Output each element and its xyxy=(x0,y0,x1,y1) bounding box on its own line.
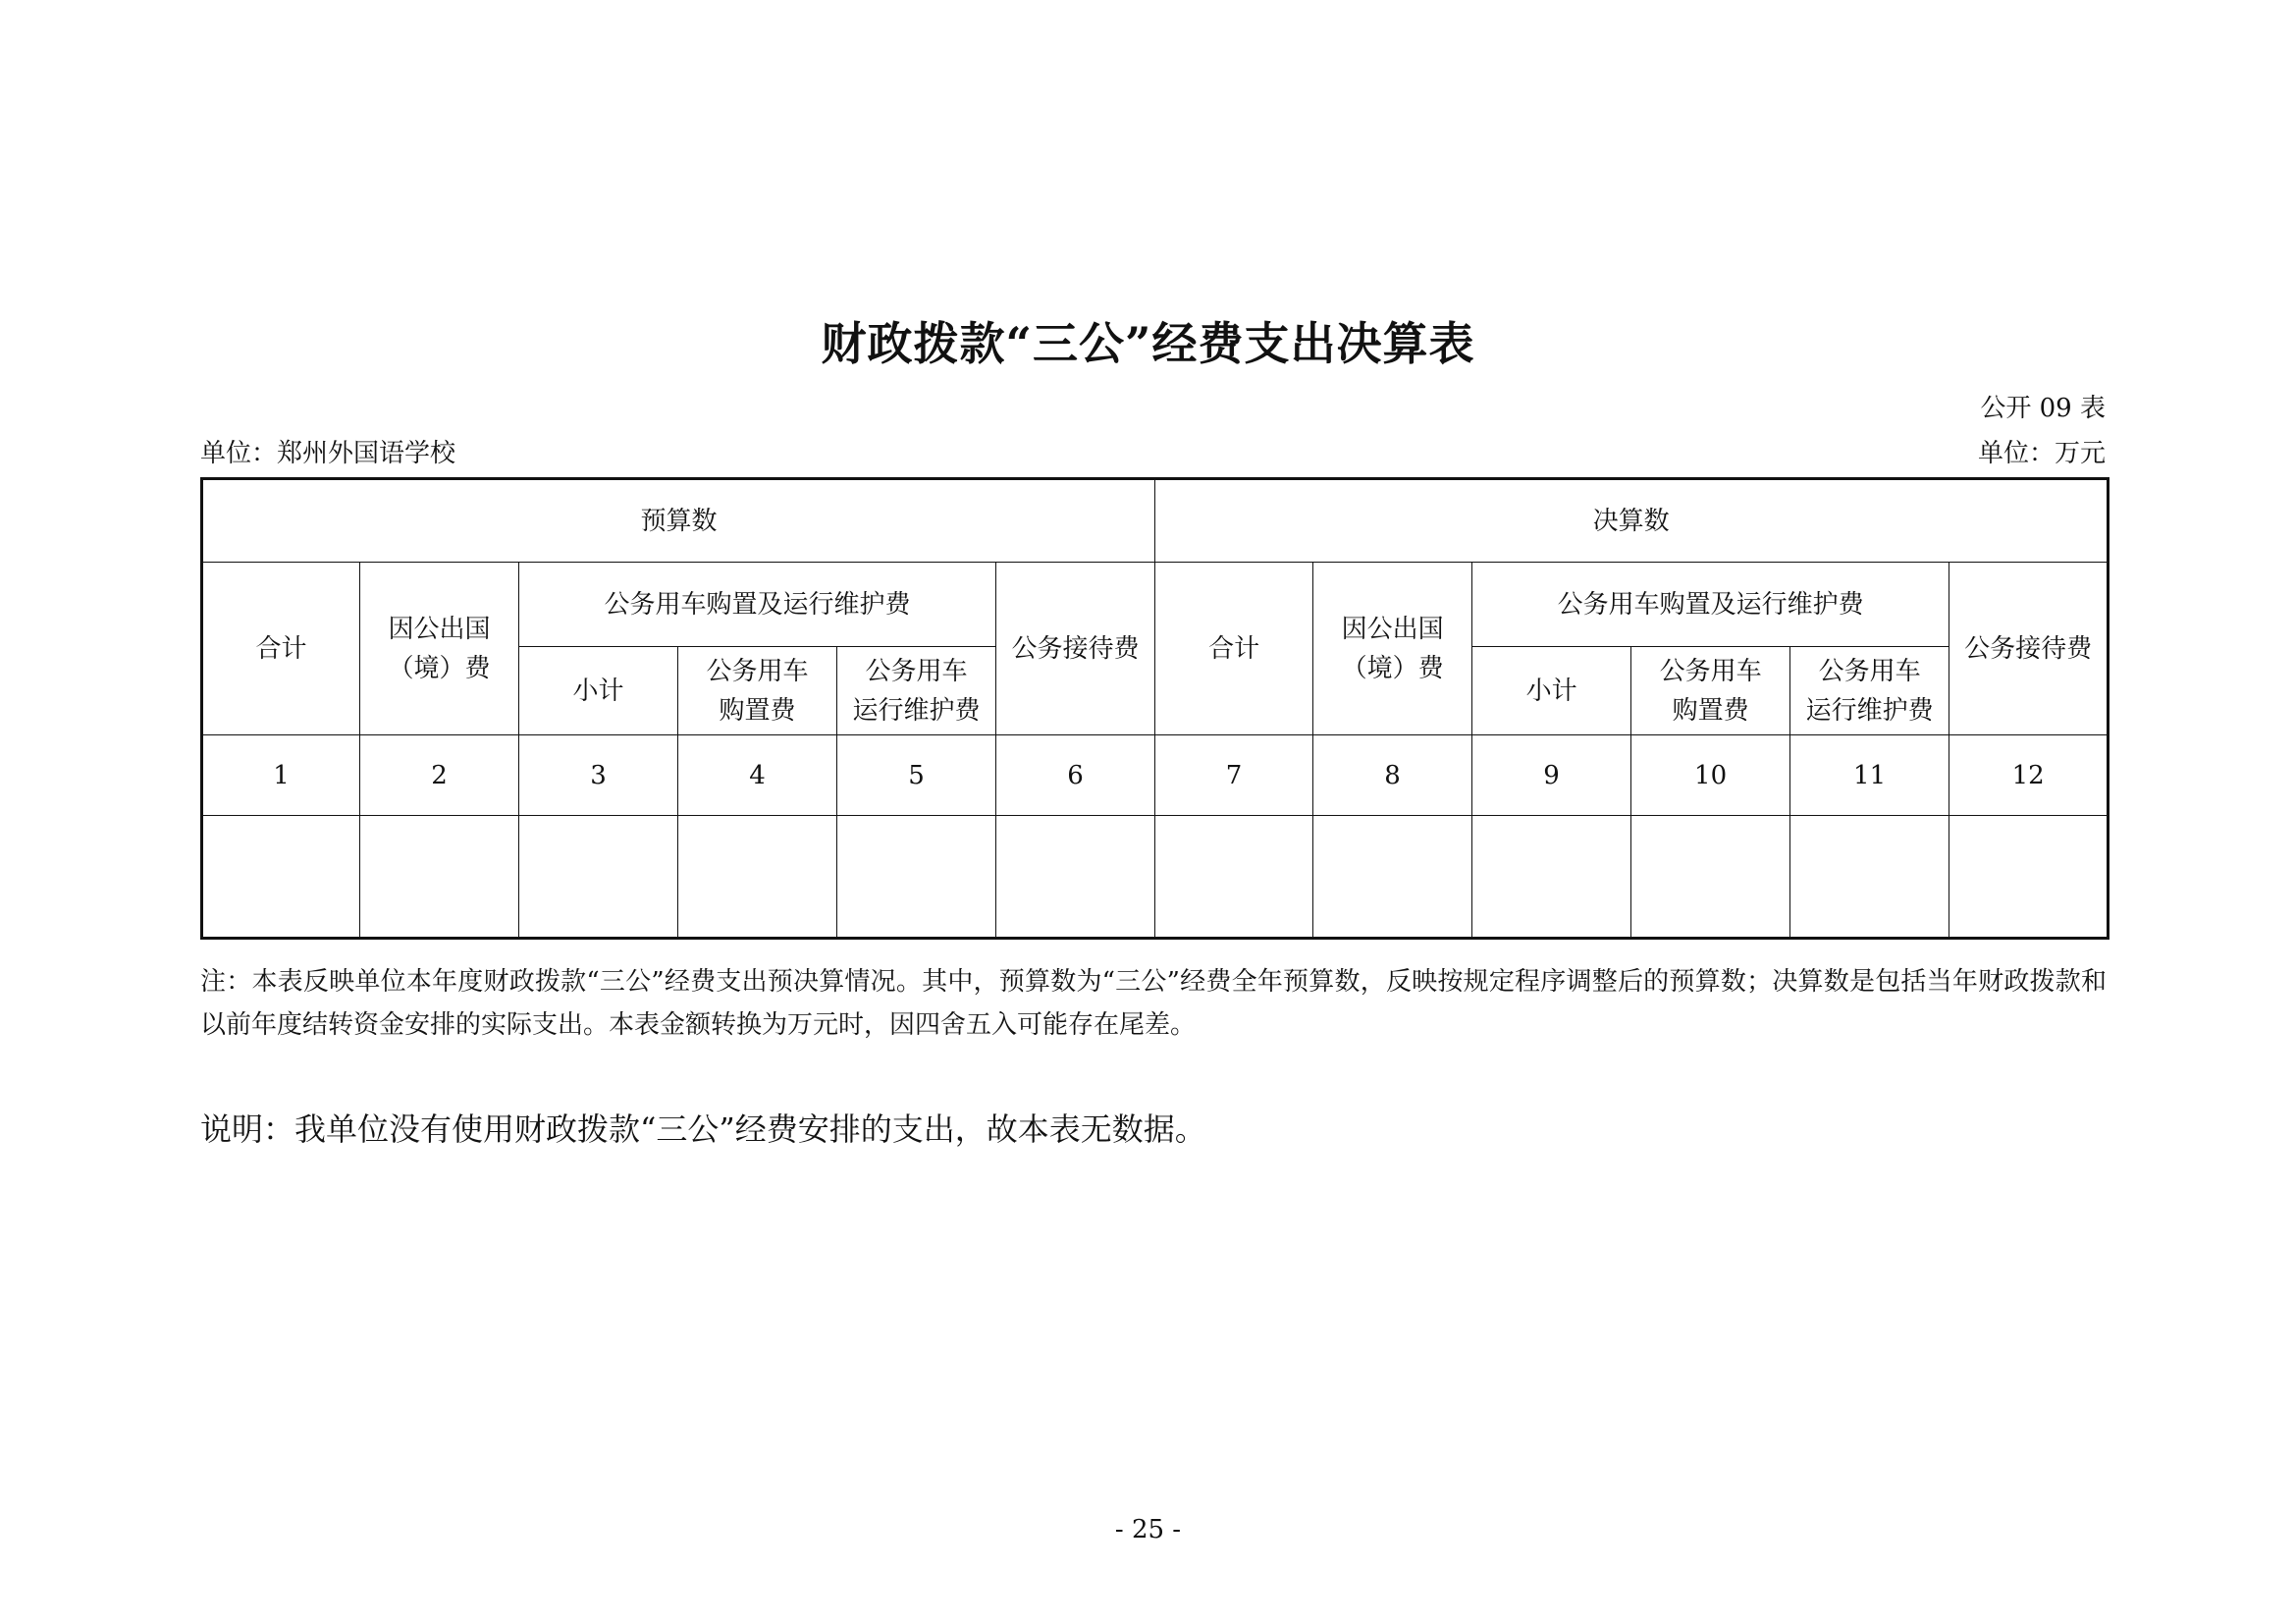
final-reception-header: 公务接待费 xyxy=(1949,563,2109,735)
column-number: 9 xyxy=(1472,735,1631,816)
header-group-row xyxy=(202,479,2109,563)
column-number: 1 xyxy=(202,735,360,816)
data-cell xyxy=(519,816,678,939)
page-number: - 25 - xyxy=(1114,1515,1182,1544)
data-cell xyxy=(996,816,1155,939)
three-public-expenses-table-container xyxy=(200,477,2107,940)
budget-car-running-header: 公务用车 运行维护费 xyxy=(837,647,996,735)
explanation-text: 说明：我单位没有使用财政拨款“三公”经费安排的支出，故本表无数据。 xyxy=(200,1110,1206,1148)
final-car-running-header: 公务用车 运行维护费 xyxy=(1790,647,1949,735)
column-number: 7 xyxy=(1155,735,1313,816)
final-car-subtotal-header: 小计 xyxy=(1472,647,1631,735)
final-car-purchase-header: 公务用车 购置费 xyxy=(1631,647,1790,735)
data-cell xyxy=(837,816,996,939)
header-row-1 xyxy=(202,563,2109,647)
data-cell xyxy=(1313,816,1472,939)
table-note: 注：本表反映单位本年度财政拨款“三公”经费支出预决算情况。其中，预算数为“三公”经费全年预算数，反映按规定程序调整后的预算数；决算数是包括当年财政拨款和以前年度结转资金安排的实际支出。本表金额转换为万元时，因四舍五入可能存在尾差。 xyxy=(200,967,2107,1040)
final-group-header: 决算数 xyxy=(1155,479,2109,563)
column-number: 8 xyxy=(1313,735,1472,816)
page-title: 财政拨款“三公”经费支出决算表 xyxy=(821,317,1475,370)
column-number-row xyxy=(202,735,2109,816)
column-number: 11 xyxy=(1790,735,1949,816)
column-number: 6 xyxy=(996,735,1155,816)
data-cell xyxy=(360,816,519,939)
column-number: 5 xyxy=(837,735,996,816)
data-cell xyxy=(1949,816,2109,939)
data-cell xyxy=(1790,816,1949,939)
data-cell xyxy=(1155,816,1313,939)
table-row xyxy=(202,816,2109,939)
budget-reception-header: 公务接待费 xyxy=(996,563,1155,735)
final-abroad-header: 因公出国 （境）费 xyxy=(1313,563,1472,735)
budget-total-header: 合计 xyxy=(202,563,360,735)
currency-unit: 单位：万元 xyxy=(1977,439,2106,468)
unit-name: 单位：郑州外国语学校 xyxy=(200,439,456,468)
three-public-expenses-table xyxy=(200,477,2109,940)
form-number: 公开 09 表 xyxy=(1980,394,2106,423)
column-number: 10 xyxy=(1631,735,1790,816)
data-cell xyxy=(1472,816,1631,939)
data-cell xyxy=(678,816,837,939)
budget-car-purchase-header: 公务用车 购置费 xyxy=(678,647,837,735)
final-car-header: 公务用车购置及运行维护费 xyxy=(1472,563,1949,647)
data-cell xyxy=(202,816,360,939)
final-total-header: 合计 xyxy=(1155,563,1313,735)
column-number: 2 xyxy=(360,735,519,816)
column-number: 3 xyxy=(519,735,678,816)
budget-abroad-header: 因公出国 （境）费 xyxy=(360,563,519,735)
budget-group-header: 预算数 xyxy=(202,479,1155,563)
data-cell xyxy=(1631,816,1790,939)
budget-car-header: 公务用车购置及运行维护费 xyxy=(519,563,996,647)
column-number: 12 xyxy=(1949,735,2109,816)
column-number: 4 xyxy=(678,735,837,816)
budget-car-subtotal-header: 小计 xyxy=(519,647,678,735)
